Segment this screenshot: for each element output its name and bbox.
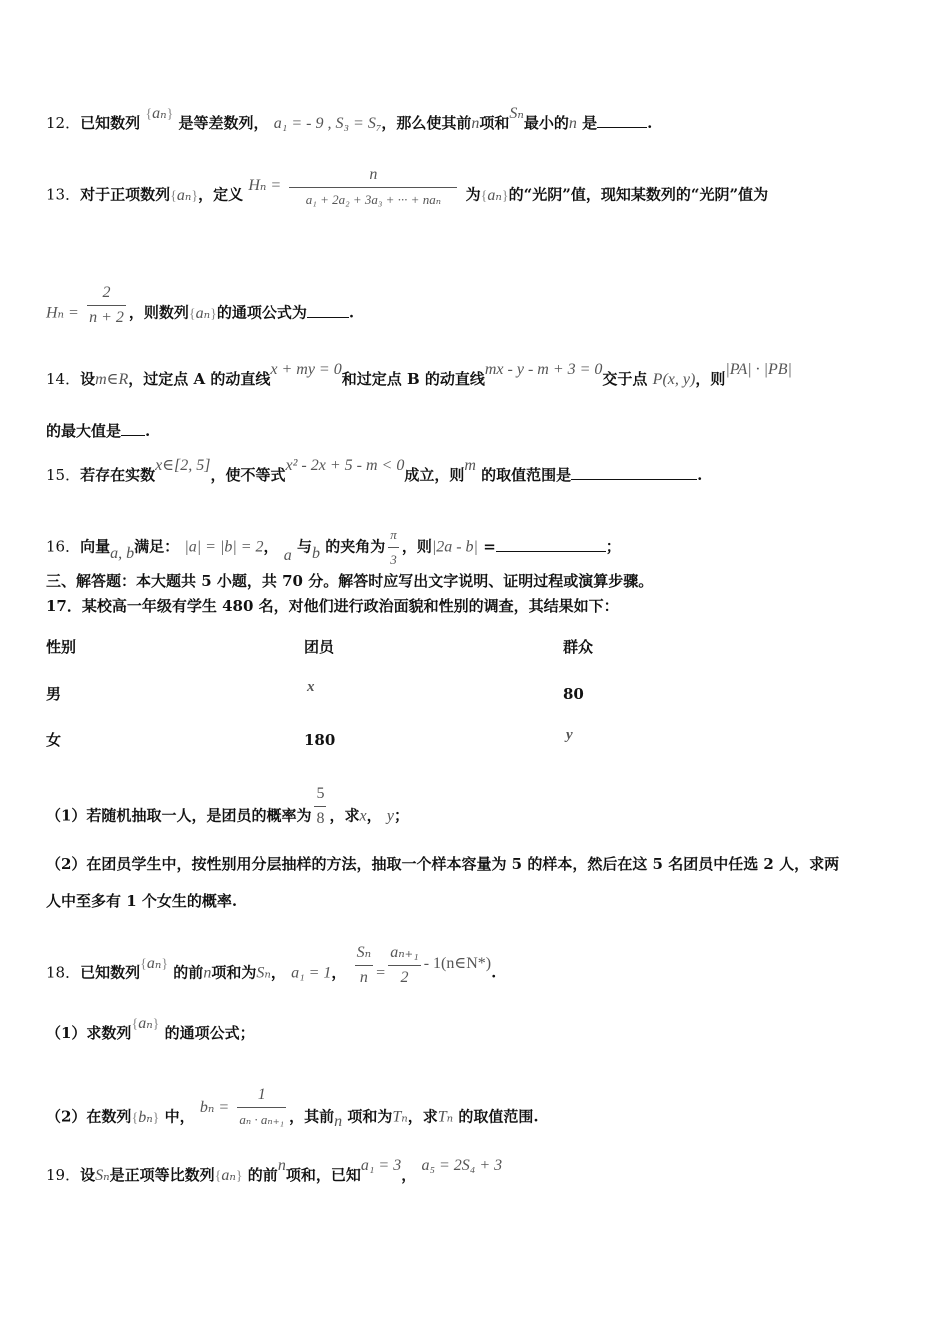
question-18: 18．已知数列{aₙ} 的前n项和为Sₙ， a₁ = 1， $\frac{\text{Sₙ}}{n}$ = $\frac{\text{aₙ₊₁}}{2}$ - 1(n∈N*). xyxy=(46,944,497,986)
question-13-cont: Hₙ = $\frac{2}{n + 2}$ ，则数列{aₙ}的通项公式为 . xyxy=(46,290,910,337)
question-19: 19．设Sₙ是正项等比数列{aₙ} 的前n项和，已知a₁ = 3， a₅ = 2S₄ + 3 xyxy=(46,1157,503,1184)
table-header: 群众 xyxy=(563,638,594,656)
table-cell: 80 xyxy=(563,685,584,703)
question-15: 15．若存在实数x∈[2, 5]，使不等式x² - 2x + 5 - m < 0成立，则m 的取值范围是 . xyxy=(46,457,703,484)
question-number: 14． xyxy=(46,370,81,388)
question-17-part2-cont: 人中至多有 1 个女生的概率. xyxy=(46,892,238,910)
question-14: 14．设m∈R，过定点 A 的动直线x + my = 0和过定点 B 的动直线mx - y - m + 3 = 0交于点 P(x, y)，则|PA| · |PB| xyxy=(46,361,792,388)
question-number: 15． xyxy=(46,466,81,484)
table-cell: x xyxy=(307,679,315,695)
question-18-part2: （2）在数列{bₙ} 中， bₙ = $\frac{1}{\text{aₙ · aₙ₊₁}}$ ，其前n 项和为Tₙ，求Tₙ 的取值范围. xyxy=(46,1086,539,1130)
question-12: 12．已知数列 {aₙ} 是等差数列， a₁ = - 9 , S₃ = S₇，那么使其前n项和Sₙ最小的n 是 . xyxy=(46,105,653,132)
answer-blank xyxy=(121,421,145,436)
question-number: 13． xyxy=(46,185,81,204)
guangyin-value: $\frac{2}{n + 2}$ xyxy=(89,284,124,326)
question-17-intro: 17．某校高一年级有学生 480 名，对他们进行政治面貌和性别的调查，其结果如下： xyxy=(46,597,619,615)
table-cell: 女 xyxy=(46,731,62,749)
angle-fraction: $\frac{\pi}{3}$ xyxy=(388,524,399,571)
probability-fraction: $\frac{5}{8}$ xyxy=(316,785,325,827)
question-16: 16．向量a, b满足： |a| = |b| = 2， a 与b 的夹角为 $\frac{\pi}{3}$ ，则|2a - b| = ； xyxy=(46,524,910,571)
question-number: 18． xyxy=(46,963,81,982)
answer-blank xyxy=(597,113,647,128)
table-cell: 男 xyxy=(46,685,62,703)
section-heading: 三、解答题：本大题共 5 小题，共 70 分。解答时应写出文字说明、证明过程或演算步骤。 xyxy=(46,572,654,590)
question-number: 16． xyxy=(46,537,81,556)
question-13: 13．对于正项数列{aₙ}，定义 Hₙ = $\frac{n}{\text{a₁ + 2a₂ + 3a₃ + ··· + naₙ}}$ 为{aₙ}的“光阴”值，现知某数列的“光阴”值为 xyxy=(46,172,910,219)
question-17-part1: （1）若随机抽取一人，是团员的概率为 $\frac{5}{8}$ ，求x， y； xyxy=(46,793,910,840)
answer-blank xyxy=(496,537,606,552)
question-number: 19． xyxy=(46,1166,81,1184)
question-number: 12． xyxy=(46,114,81,132)
question-14-cont: 的最大值是 . xyxy=(46,422,151,440)
guangyin-definition: $\frac{n}{\text{a₁ + 2a₂ + 3a₃ + ··· + naₙ}}$ xyxy=(289,164,457,211)
seq-an: {aₙ} xyxy=(145,105,174,122)
table-header: 性别 xyxy=(46,638,77,656)
condition: a₁ = - 9 , S₃ = S₇ xyxy=(273,115,382,132)
question-18-part1: （1）求数列{aₙ} 的通项公式； xyxy=(46,1015,255,1042)
answer-blank xyxy=(307,303,349,318)
table-header: 团员 xyxy=(304,638,335,656)
answer-blank xyxy=(571,465,697,480)
table-cell: 180 xyxy=(304,731,336,749)
table-cell: y xyxy=(566,727,573,743)
question-17-part2: （2）在团员学生中，按性别用分层抽样的方法，抽取一个样本容量为 5 的样本，然后在这 5 名团员中任选 2 人，求两 xyxy=(46,855,840,873)
